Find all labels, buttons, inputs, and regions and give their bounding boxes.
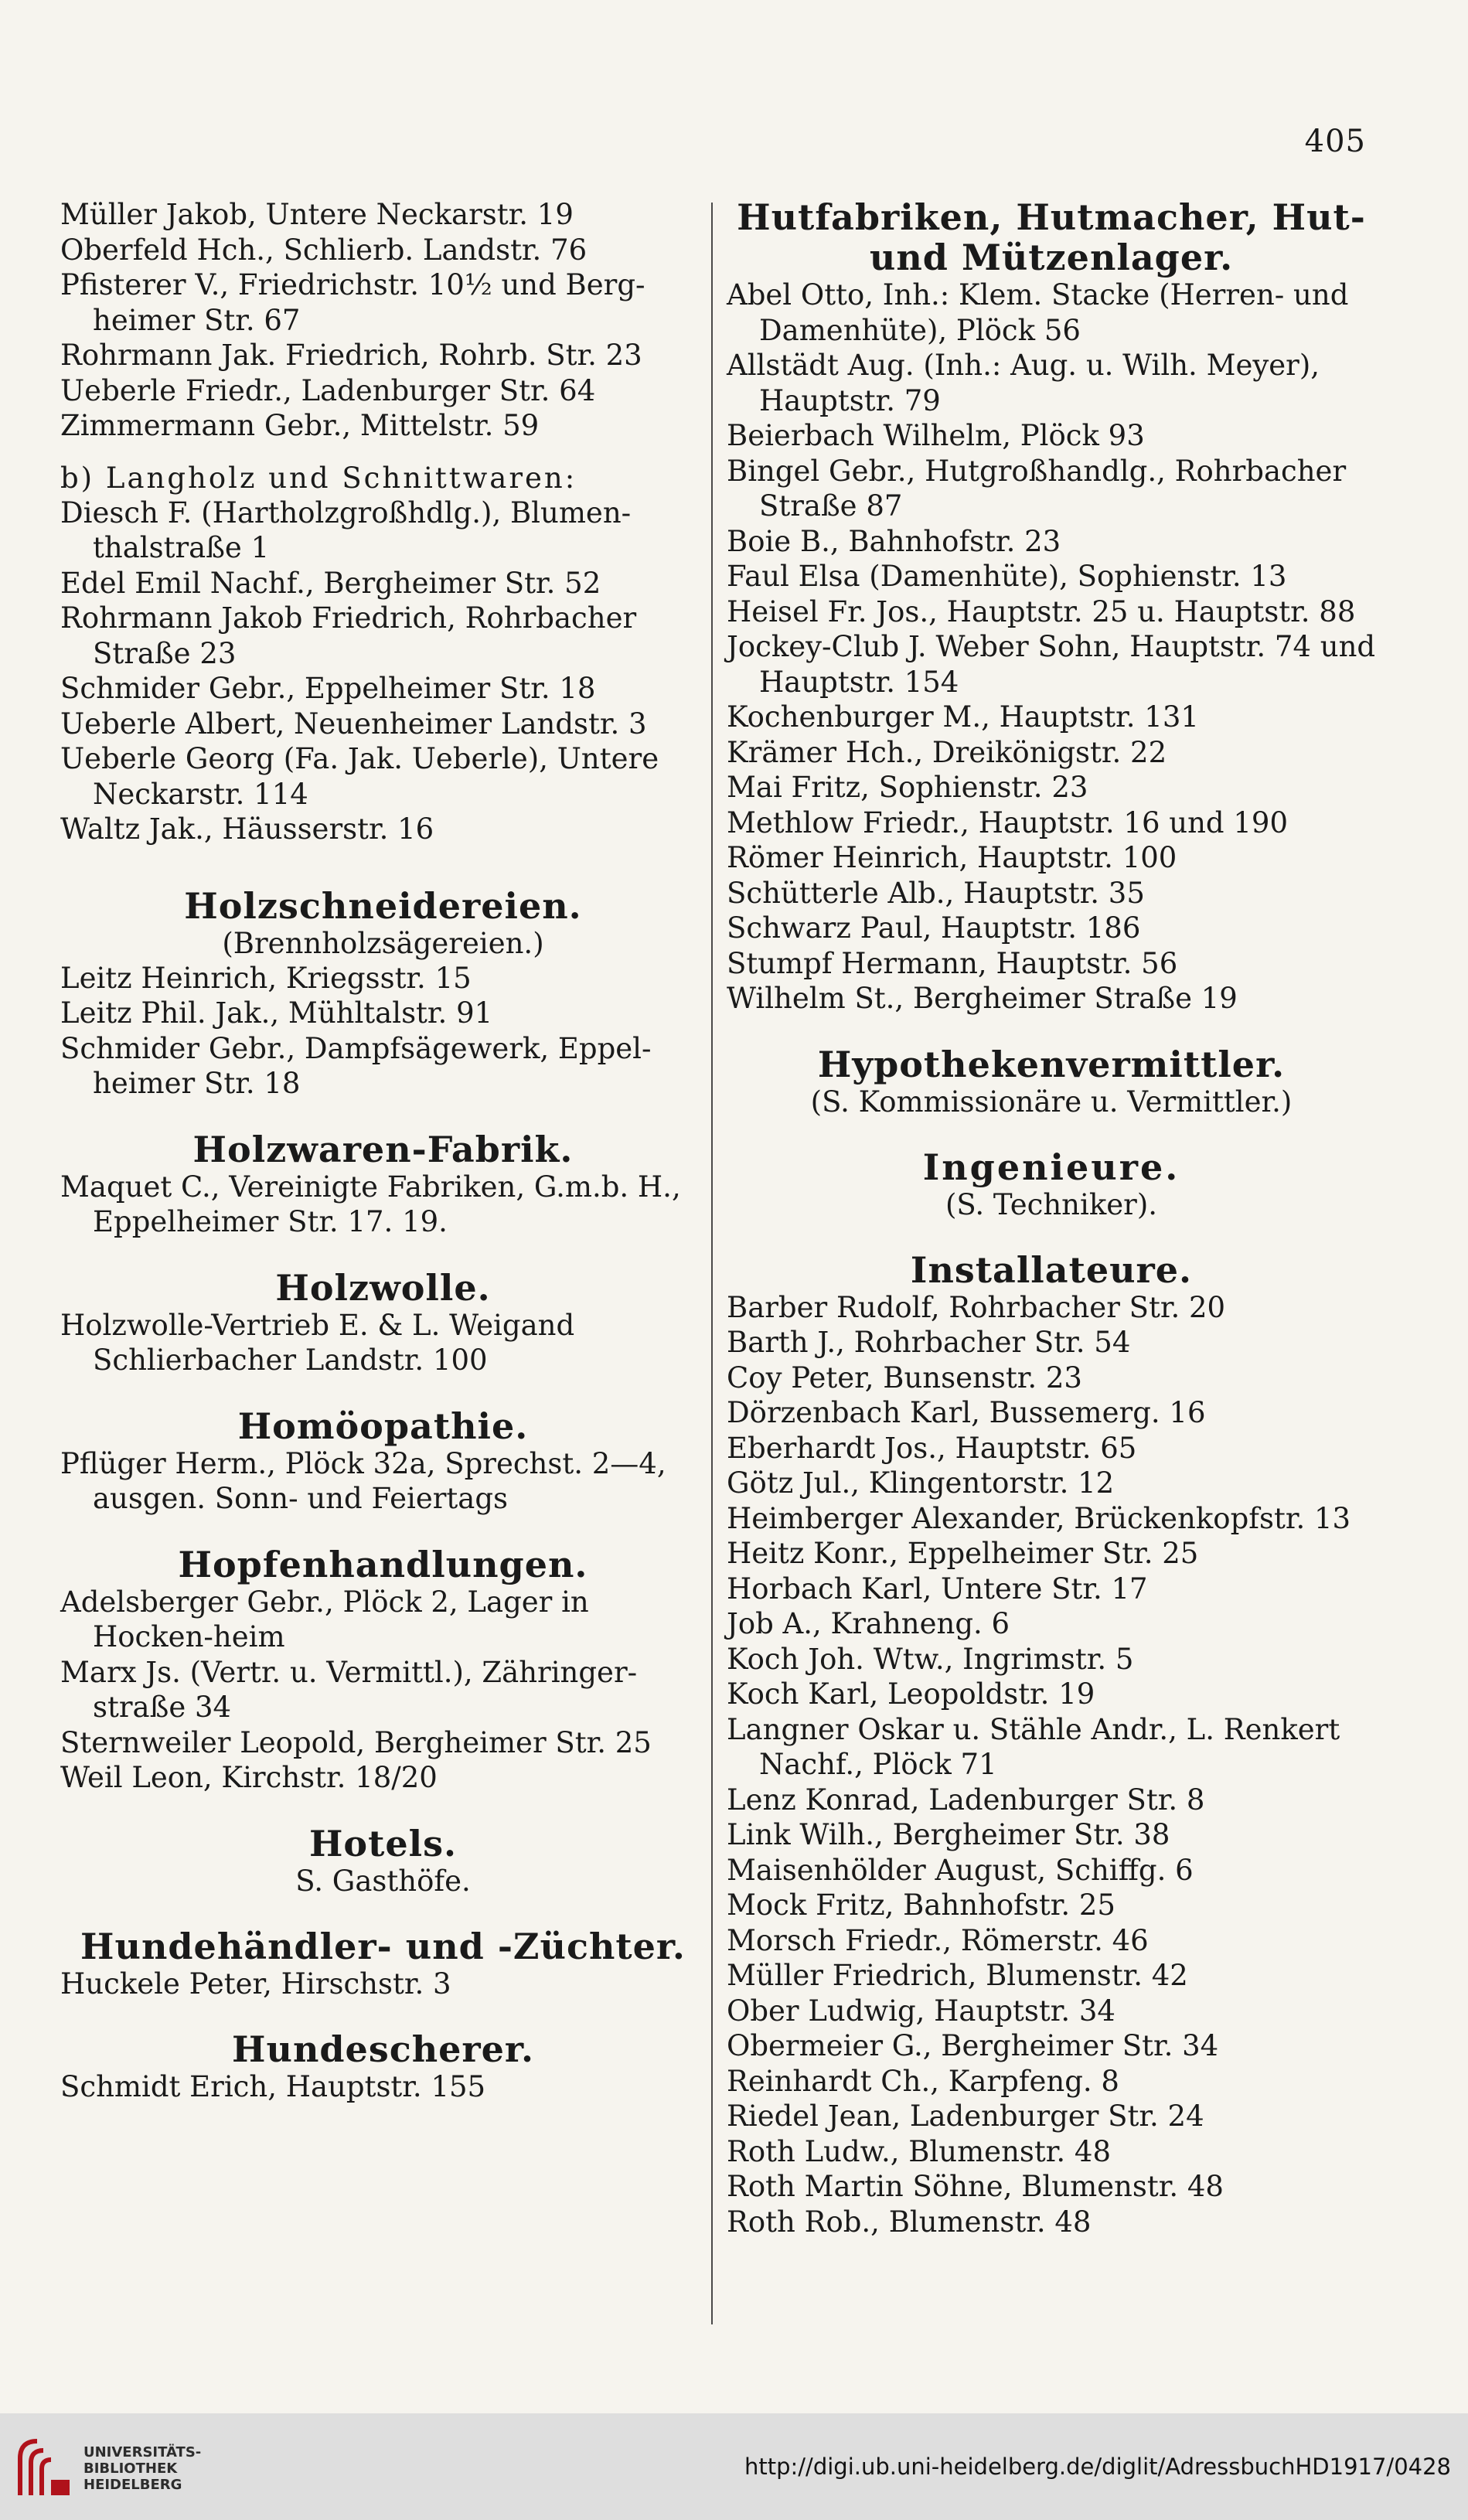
directory-entry: Obermeier G., Bergheimer Str. 34	[727, 2029, 1219, 2062]
column-divider	[711, 203, 713, 2324]
directory-entry: Schmider Gebr., Eppelheimer Str. 18	[60, 672, 596, 705]
directory-entry: Eberhardt Jos., Hauptstr. 65	[727, 1431, 1137, 1465]
directory-entry: Coy Peter, Bunsenstr. 23	[727, 1360, 1082, 1395]
directory-entry: Dörzenbach Karl, Bussemerg. 16	[727, 1396, 1206, 1429]
library-name-line: HEIDELBERG	[83, 2477, 182, 2493]
section-heading: Hopfenhandlungen.	[178, 1543, 588, 1585]
directory-entry: Wilhelm St., Bergheimer Straße 19	[727, 982, 1238, 1015]
directory-entry: Schütterle Alb., Hauptstr. 35	[727, 876, 1145, 910]
directory-entry: Allstädt Aug. (Inh.: Aug. u. Wilh. Meyer), Hauptstr. 79	[727, 349, 1320, 417]
directory-entry: Edel Emil Nachf., Bergheimer Str. 52	[60, 566, 601, 600]
directory-entry: Schwarz Paul, Hauptstr. 186	[727, 911, 1141, 945]
directory-entry: Müller Jakob, Untere Neckarstr. 19	[60, 198, 574, 231]
section-spacer	[60, 1517, 706, 1544]
directory-entry: Ueberle Friedr., Ladenburger Str. 64	[60, 373, 596, 407]
section-heading: Ingenieure.	[922, 1146, 1180, 1188]
directory-entry: Oberfeld Hch., Schlierb. Landstr. 76	[60, 233, 588, 267]
directory-entry: Boie B., Bahnhofstr. 23	[727, 524, 1061, 558]
directory-entry: Heitz Konr., Eppelheimer Str. 25	[727, 1537, 1199, 1570]
directory-entry: Adelsberger Gebr., Plöck 2, Lager in Hocken-heim	[60, 1585, 589, 1653]
directory-entry: Krämer Hch., Dreikönigstr. 22	[727, 735, 1167, 769]
directory-entry: Morsch Friedr., Römerstr. 46	[727, 1923, 1149, 1957]
directory-entry: Lenz Konrad, Ladenburger Str. 8	[727, 1783, 1205, 1817]
section-heading: Holzwolle.	[275, 1266, 491, 1309]
directory-entry: Marx Js. (Vertr. u. Vermittl.), Zähringer-straße 34	[60, 1655, 638, 1724]
section-heading: Hundehändler- und -Züchter.	[80, 1925, 686, 1967]
directory-entry: Stumpf Hermann, Hauptstr. 56	[727, 946, 1178, 980]
section-note: (Brennholzsägereien.)	[222, 926, 544, 960]
directory-entry: Koch Joh. Wtw., Ingrimstr. 5	[727, 1642, 1134, 1676]
directory-entry: Roth Ludw., Blumenstr. 48	[727, 2134, 1111, 2168]
directory-entry: Mai Fritz, Sophienstr. 23	[727, 771, 1088, 804]
university-library-logo-icon	[14, 2435, 76, 2500]
section-spacer	[727, 1222, 1376, 1250]
section-heading: Holzschneidereien.	[184, 884, 582, 927]
directory-entry: Maisenhölder August, Schiffg. 6	[727, 1853, 1194, 1887]
directory-entry: Zimmermann Gebr., Mittelstr. 59	[60, 409, 540, 442]
directory-entry: Job A., Krahneng. 6	[727, 1607, 1010, 1640]
directory-entry: Beierbach Wilhelm, Plöck 93	[727, 419, 1145, 452]
directory-entry: Kochenburger M., Hauptstr. 131	[727, 700, 1199, 734]
directory-entry: Ueberle Albert, Neuenheimer Landstr. 3	[60, 707, 647, 741]
library-name-line: UNIVERSITÄTS-	[83, 2444, 202, 2460]
footer-bar	[0, 2413, 1468, 2520]
directory-entry: Mock Fritz, Bahnhofstr. 25	[727, 1888, 1115, 1922]
section-heading: Holzwaren-Fabrik.	[192, 1128, 574, 1170]
directory-entry: Leitz Phil. Jak., Mühltalstr. 91	[60, 996, 493, 1030]
directory-entry: Pfisterer V., Friedrichstr. 10½ und Berg-heimer Str. 67	[60, 268, 645, 337]
page-number: 405	[1304, 124, 1366, 159]
section-spacer	[60, 1899, 706, 1926]
directory-entry: Pflüger Herm., Plöck 32a, Sprechst. 2—4, ausgen. Sonn- und Feiertags	[60, 1446, 666, 1515]
section-note: (S. Techniker).	[945, 1187, 1158, 1221]
directory-entry: Faul Elsa (Damenhüte), Sophienstr. 13	[727, 560, 1287, 593]
directory-entry: Roth Martin Söhne, Blumenstr. 48	[727, 2170, 1224, 2203]
directory-entry: Riedel Jean, Ladenburger Str. 24	[727, 2099, 1204, 2133]
left-column	[60, 197, 706, 2105]
subsection-heading: b) Langholz und Schnittwaren:	[60, 461, 577, 495]
section-heading: Hypothekenvermittler.	[817, 1043, 1286, 1085]
directory-entry: Götz Jul., Klingentorstr. 12	[727, 1466, 1115, 1500]
section-note: (S. Kommissionäre u. Vermittler.)	[810, 1085, 1293, 1119]
directory-entry: Langner Oskar u. Stähle Andr., L. Renkert Nachf., Plöck 71	[727, 1712, 1340, 1781]
directory-entry: Rohrmann Jakob Friedrich, Rohrbacher Straße 23	[60, 601, 637, 670]
directory-entry: Schmider Gebr., Dampfsägewerk, Eppel-heimer Str. 18	[60, 1031, 652, 1100]
section-heading: Hutfabriken, Hutmacher, Hut- und Mützenlager.	[737, 196, 1366, 278]
directory-entry: Barber Rudolf, Rohrbacher Str. 20	[727, 1290, 1226, 1324]
directory-entry: Reinhardt Ch., Karpfeng. 8	[727, 2064, 1119, 2098]
directory-entry: Barth J., Rohrbacher Str. 54	[727, 1326, 1131, 1359]
section-heading: Hotels.	[308, 1822, 458, 1864]
section-heading: Hundescherer.	[232, 2028, 534, 2070]
directory-entry: Heimberger Alexander, Brückenkopfstr. 13	[727, 1501, 1351, 1535]
section-heading: Installateure.	[910, 1248, 1193, 1291]
directory-entry: Müller Friedrich, Blumenstr. 42	[727, 1959, 1188, 1992]
directory-entry: Römer Heinrich, Hauptstr. 100	[727, 841, 1177, 874]
section-spacer	[727, 1119, 1376, 1147]
directory-entry: Ueberle Georg (Fa. Jak. Ueberle), Untere Neckarstr. 114	[60, 742, 659, 811]
directory-entry: Weil Leon, Kirchstr. 18/20	[60, 1761, 438, 1794]
directory-entry: Abel Otto, Inh.: Klem. Stacke (Herren- und Damenhüte), Plöck 56	[727, 278, 1349, 347]
library-name	[83, 2444, 201, 2493]
section-spacer	[60, 2001, 706, 2029]
directory-entry: Heisel Fr. Jos., Hauptstr. 25 u. Hauptstr. 88	[727, 594, 1356, 628]
directory-entry: Koch Karl, Leopoldstr. 19	[727, 1677, 1095, 1711]
directory-entry: Horbach Karl, Untere Str. 17	[727, 1572, 1148, 1606]
section-heading: Homöopathie.	[237, 1405, 529, 1447]
section-note: S. Gasthöfe.	[295, 1864, 471, 1898]
section-spacer	[60, 847, 706, 886]
section-spacer	[60, 444, 706, 461]
section-spacer	[60, 1102, 706, 1129]
directory-entry: Link Wilh., Bergheimer Str. 38	[727, 1818, 1170, 1851]
directory-entry: Maquet C., Vereinigte Fabriken, G.m.b. H., Eppelheimer Str. 17. 19.	[60, 1170, 681, 1238]
directory-entry: Roth Rob., Blumenstr. 48	[727, 2205, 1092, 2239]
section-spacer	[60, 1378, 706, 1406]
directory-entry: Methlow Friedr., Hauptstr. 16 und 190	[727, 805, 1288, 839]
directory-entry: Rohrmann Jak. Friedrich, Rohrb. Str. 23	[60, 339, 642, 372]
directory-entry: Leitz Heinrich, Kriegsstr. 15	[60, 961, 472, 995]
directory-entry: Waltz Jak., Häusserstr. 16	[60, 812, 434, 846]
directory-entry: Schmidt Erich, Hauptstr. 155	[60, 2070, 486, 2103]
directory-entry: Sternweiler Leopold, Bergheimer Str. 25	[60, 1725, 652, 1759]
section-spacer	[60, 1240, 706, 1268]
source-url-link[interactable]: http://digi.ub.uni-heidelberg.de/diglit/AdressbuchHD1917/0428	[744, 2454, 1451, 2480]
directory-entry: Diesch F. (Hartholzgroßhdlg.), Blumen-thalstraße 1	[60, 495, 632, 564]
directory-entry: Ober Ludwig, Hauptstr. 34	[727, 1994, 1115, 2028]
right-column	[727, 197, 1376, 2239]
library-name-line: BIBLIOTHEK	[83, 2460, 178, 2477]
directory-entry: Holzwolle-Vertrieb E. & L. Weigand Schlierbacher Landstr. 100	[60, 1308, 575, 1377]
section-spacer	[60, 1796, 706, 1824]
directory-entry: Jockey-Club J. Weber Sohn, Hauptstr. 74 und Hauptstr. 154	[727, 630, 1376, 699]
directory-entry: Huckele Peter, Hirschstr. 3	[60, 1967, 451, 2001]
section-spacer	[727, 1017, 1376, 1044]
directory-entry: Bingel Gebr., Hutgroßhandlg., Rohrbacher Straße 87	[727, 454, 1347, 523]
